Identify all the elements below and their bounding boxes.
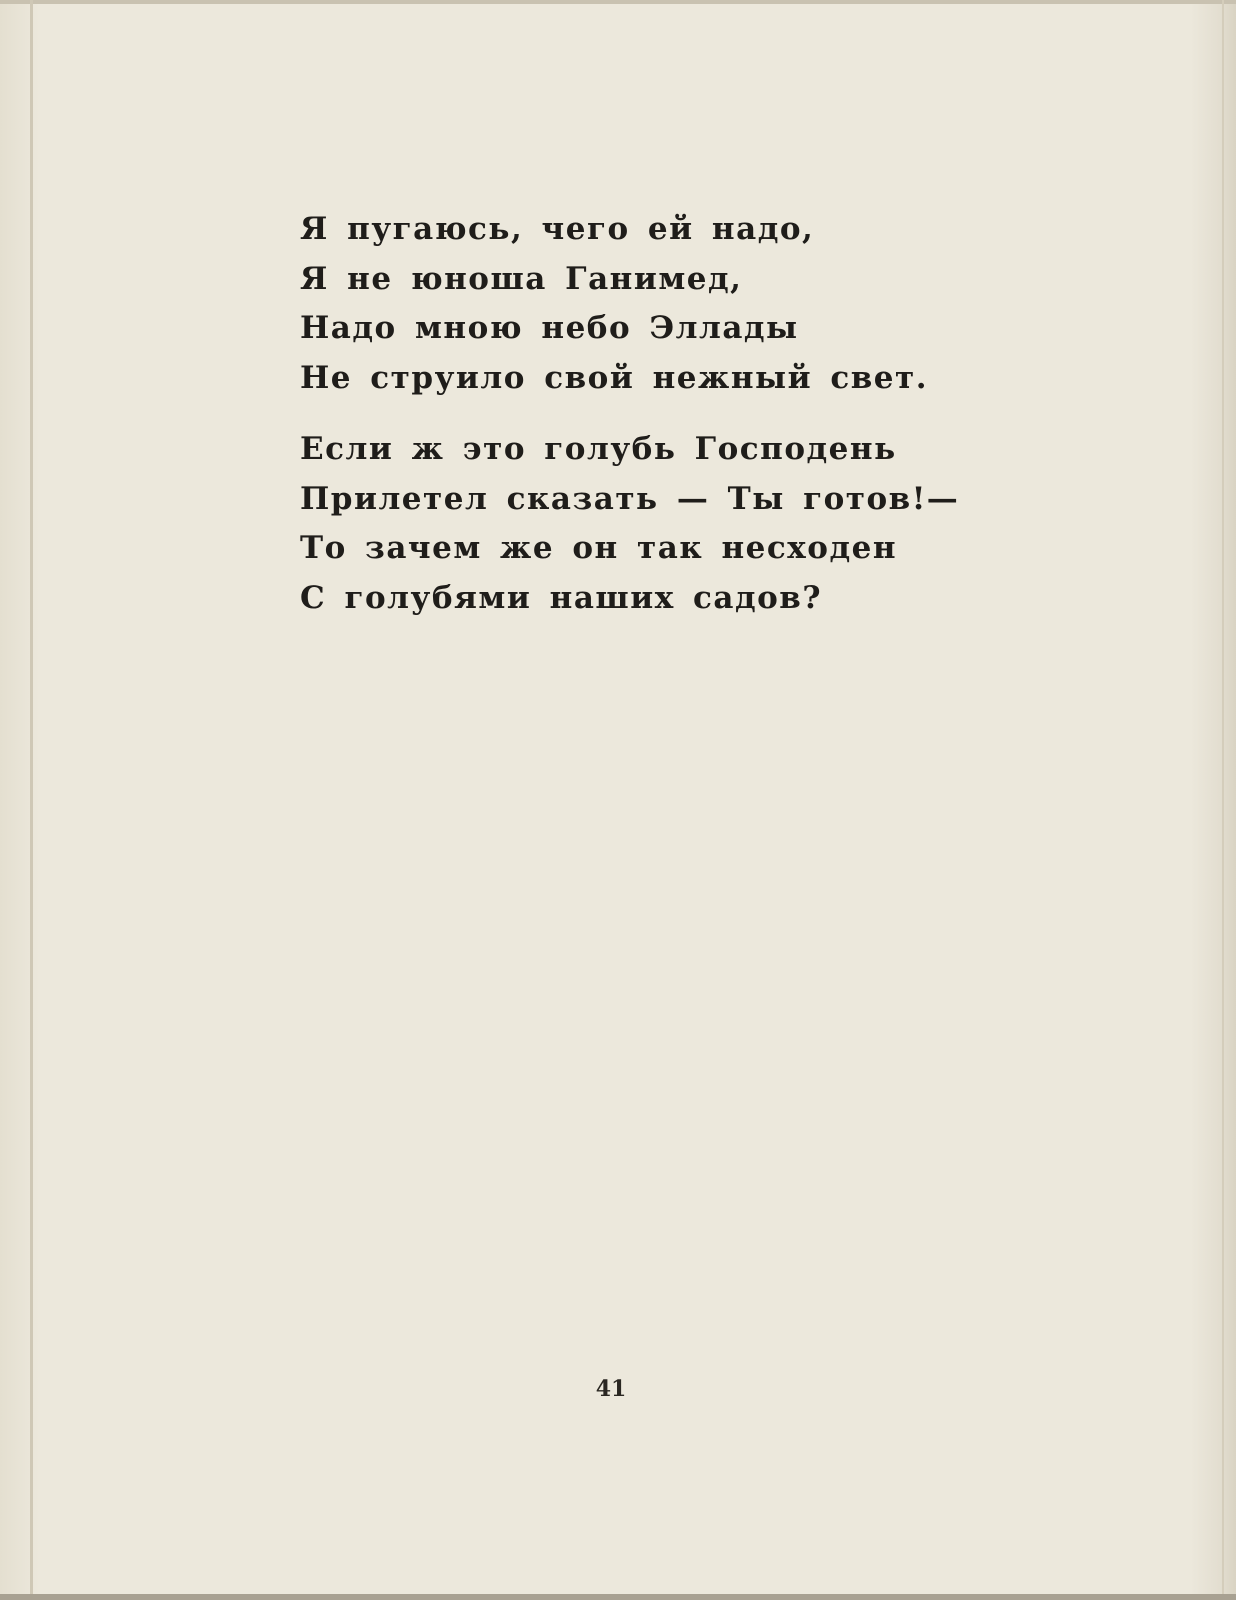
poem-line: Прилетел сказать — Ты готов!— — [300, 480, 960, 517]
poem-line: Надо мною небо Эллады — [300, 310, 799, 346]
page-bottom-edge — [0, 1594, 1236, 1600]
book-spine-line — [30, 0, 33, 1600]
poem-line: Я не юноша Ганимед, — [300, 260, 743, 297]
poem-line: Не струило свой нежный свет. — [300, 359, 929, 396]
poem-line: То зачем же он так несходен — [300, 530, 898, 566]
page-number: 41 — [595, 1376, 627, 1402]
poem-line: Я пугаюсь, чего ей надо, — [300, 211, 815, 247]
poem-line: Если ж это голубь Господень — [300, 431, 897, 467]
stanza-2 — [300, 425, 1000, 623]
stanza-1 — [300, 205, 1000, 403]
poem-text — [300, 205, 1000, 645]
poem-line: С голубями наших садов? — [300, 579, 822, 616]
page-right-edge — [1222, 0, 1224, 1600]
page-top-edge — [0, 0, 1236, 4]
